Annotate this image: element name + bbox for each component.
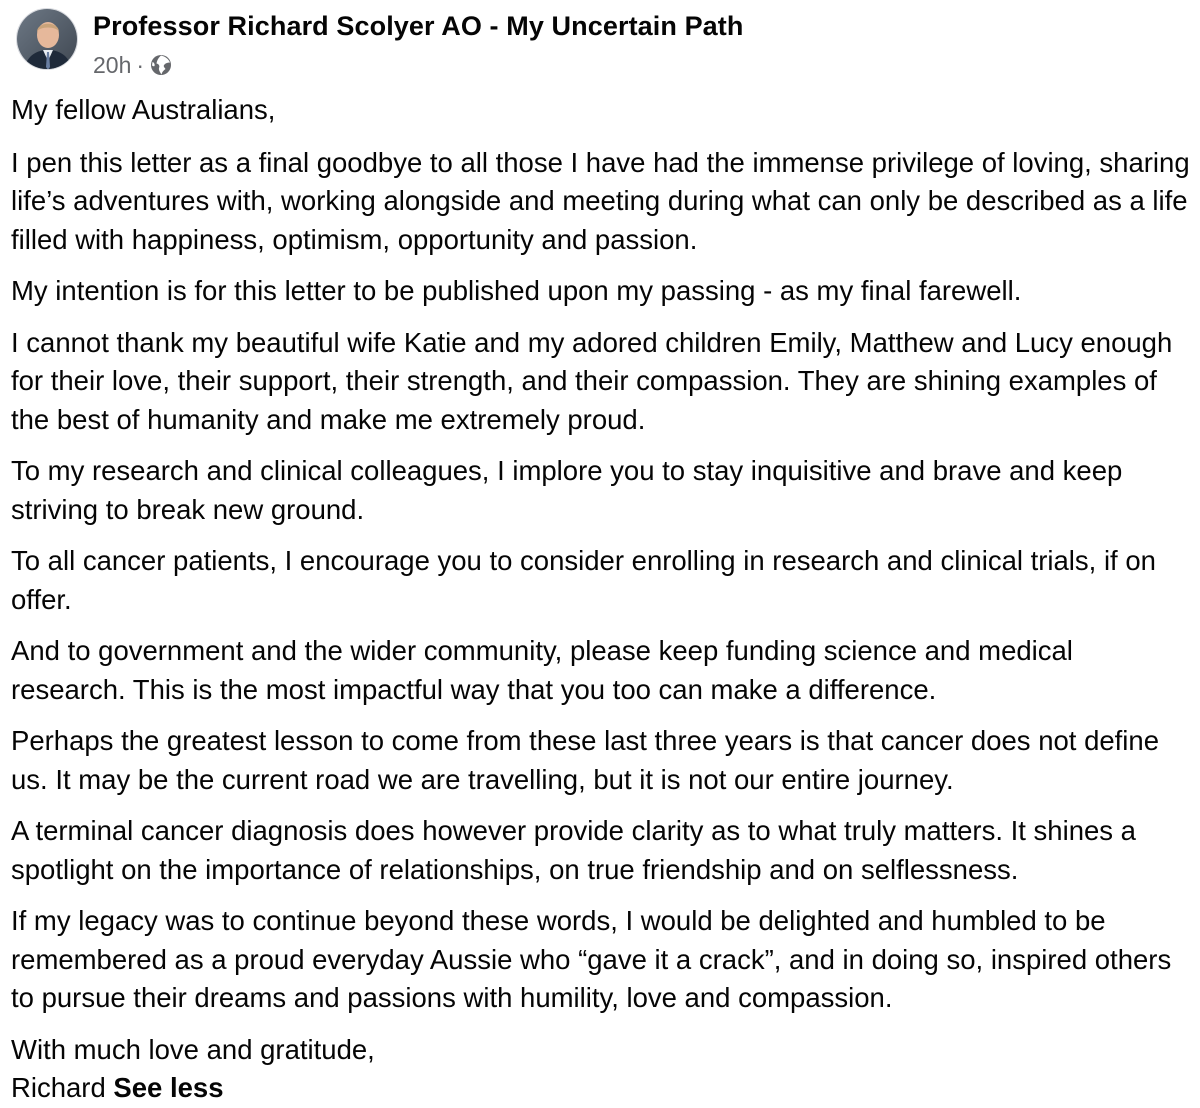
post-paragraph: To my research and clinical colleagues, I implore you to stay inquisitive and brave and keep striving to break new ground. [11, 455, 1123, 525]
signature-name: Richard [11, 1072, 106, 1103]
post-paragraph: I pen this letter as a final goodbye to all those I have had the immense privilege of loving, sharing life’s adventures with, working alongside and meeting during what can only be described as a life filled with happiness, optimism, opportunity and passion. [11, 146, 1190, 255]
post-paragraph: My intention is for this letter to be published upon my passing - as my final farewell. [11, 275, 1022, 306]
post-body [11, 91, 1193, 1108]
post-meta [93, 10, 743, 79]
see-less-button[interactable]: See less [113, 1072, 224, 1103]
post-paragraph: My fellow Australians, [11, 94, 276, 125]
post-closing [11, 1031, 1193, 1108]
author-avatar[interactable] [16, 8, 78, 70]
post-paragraph: If my legacy was to continue beyond these words, I would be delighted and humbled to be remembered as a proud everyday Aussie who “gave it a crack”, and in doing so, inspired others to pursue their dreams and passions with humility, love and compassion. [11, 905, 1172, 1013]
post-paragraph: And to government and the wider community, please keep funding science and medical research. This is the most impactful way that you too can make a difference. [11, 635, 1073, 705]
post-paragraph: To all cancer patients, I encourage you to consider enrolling in research and clinical trials, if on offer. [11, 545, 1156, 615]
post-header [16, 8, 743, 79]
post-paragraph: Perhaps the greatest lesson to come from these last three years is that cancer does not define us. It may be the current road we are travelling, but it is not our entire journey. [11, 725, 1159, 795]
post-timestamp[interactable]: 20h [93, 52, 132, 78]
post-paragraph: A terminal cancer diagnosis does however provide clarity as to what truly matters. It shines a spotlight on the importance of relationships, on true friendship and on selflessness. [11, 815, 1136, 885]
author-name[interactable]: Professor Richard Scolyer AO - My Uncertain Path [93, 11, 744, 41]
post-paragraph: I cannot thank my beautiful wife Katie and my adored children Emily, Matthew and Lucy enough for their love, their support, their strength, and their compassion. They are shining examples of the best of humanity and make me extremely proud. [11, 326, 1173, 435]
post-subline [93, 51, 743, 79]
signoff-line: With much love and gratitude, [11, 1033, 375, 1065]
separator-dot: · [136, 52, 145, 78]
globe-icon[interactable] [150, 54, 172, 76]
